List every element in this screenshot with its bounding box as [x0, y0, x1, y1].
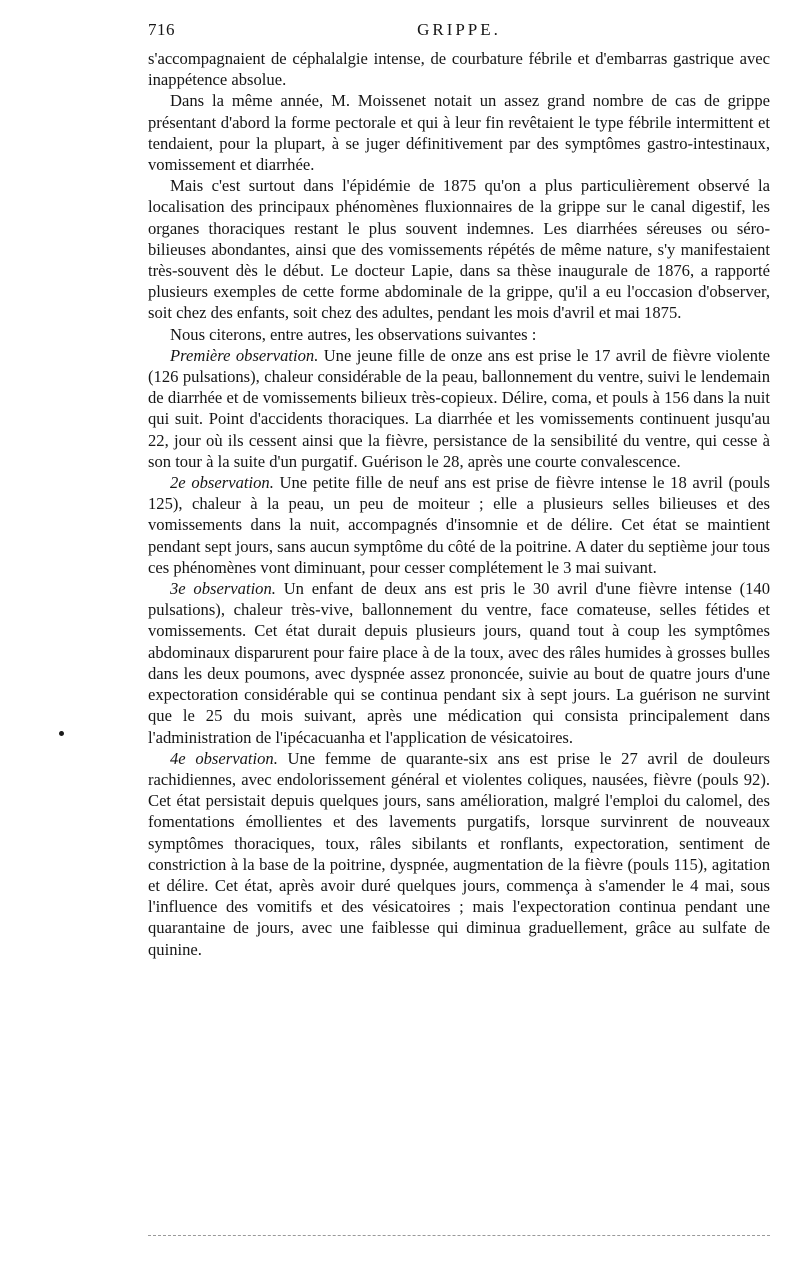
page-number: 716	[148, 20, 175, 39]
observation-label: 3e observation.	[170, 579, 276, 599]
paragraph-epidemic-1875	[148, 175, 770, 323]
book-page	[148, 18, 770, 960]
paragraph-observation-4	[148, 748, 770, 960]
paragraph-observation-2	[148, 472, 770, 578]
paragraph-moissenet	[148, 90, 770, 175]
observation-label: Première observation.	[170, 345, 319, 365]
page-header	[148, 18, 770, 48]
observation-label: 4e observation.	[170, 748, 278, 768]
paragraph-text: s'accompagnaient de céphalalgie intense, de courbature fébrile et d'embarras gastrique avec inappétence absolue.	[148, 49, 770, 90]
paragraph-text: Une jeune fille de onze ans est prise le 17 avril de fièvre violente (126 pulsations), chaleur considérable de la peau, ballonnement du ventre, suivi le lendemain de diarrhée et de vomissements bilieux très-copieux. Délire, coma, et pouls à 156 dans la nuit qui suit. Point d'accidents thoraciques. La diarrhée et les vomissements continuent jusqu'au 22, jour où ils cessent ainsi que la fièvre, persistance de la sensibilité du ventre, qui cesse à son tour à la suite d'un purgatif. Guérison le 28, après une courte convalescence.	[148, 345, 771, 471]
paragraph-observations-intro	[148, 324, 770, 345]
paragraph-text: Dans la même année, M. Moissenet notait un assez grand nombre de cas de grippe présentant d'abord la forme pectorale et qui à leur fin revêtaient le type fébrile intermittent et tendaient, pour la plupart, à se juger définitivement par des symptômes gastro-intestinaux, vomissement et diarrhée.	[148, 91, 770, 175]
body-text	[148, 48, 770, 960]
paragraph-text: Une femme de quarante-six ans est prise le 27 avril de douleurs rachidiennes, avec endolorissement général et violentes coliques, nausées, fièvre (pouls 92). Cet état persistait depuis quelques jours, sans amélioration, malgré l'emploi du calomel, des fomentations émollientes et des lavements purgatifs, lorsque survinrent de nouveaux symptômes thoraciques, toux, râles sibilants et ronflants, expectoration, sentiment de constriction à la base de la poitrine, dyspnée, augmentation de la fièvre (pouls 115), agitation et délire. Cet état, après avoir duré quelques jours, commença à s'amender le 4 mai, sous l'influence des vomitifs et des vésicatoires ; mais l'expectoration continua pendant une quarantaine de jours, avec une faiblesse qui diminua graduellement, grâce au sulfate de quinine.	[148, 748, 770, 959]
paragraph-text: Nous citerons, entre autres, les observations suivantes :	[170, 324, 537, 344]
paragraph-observation-3	[148, 578, 770, 748]
margin-ink-speck	[59, 731, 64, 736]
paragraph-text: Un enfant de deux ans est pris le 30 avril d'une fièvre intense (140 pulsations), chaleur très-vive, ballonnement du ventre, face comateuse, selles fétides et vomissements. Cet état durait depuis plusieurs jours, quand tout à coup les symptômes abdominaux disparurent pour faire place à de la toux, avec des râles humides à grosses bulles dans les deux poumons, avec dyspnée assez prononcée, suivie au bout de quatre jours d'une expectoration considérable qui se continua pendant six à sept jours. La guérison ne survint que le 25 du mois suivant, après une médication qui consista principalement dans l'administration de l'ipécacuanha et l'application de vésicatoires.	[148, 579, 770, 747]
running-title: GRIPPE.	[417, 20, 501, 39]
observation-label: 2e observation.	[170, 473, 274, 493]
footer-rule	[148, 1235, 770, 1236]
paragraph-text: Mais c'est surtout dans l'épidémie de 1875 qu'on a plus particulièrement observé la localisation des principaux phénomènes fluxionnaires de la grippe sur le canal digestif, les organes thoraciques restant le plus souvent indemnes. Les diarrhées séreuses ou séro-bilieuses abondantes, ainsi que des vomissements répétés de même nature, s'y manifestaient très-souvent dès le début. Le docteur Lapie, dans sa thèse inaugurale de 1876, a rapporté plusieurs exemples de cette forme abdominale de la grippe, qu'il a eu l'occasion d'observer, soit chez des enfants, soit chez des adultes, pendant les mois d'avril et mai 1875.	[148, 176, 770, 323]
paragraph-intro-continuation	[148, 48, 770, 90]
paragraph-text: Une petite fille de neuf ans est prise de fièvre intense le 18 avril (pouls 125), chaleur à la peau, un peu de moiteur ; elle a plusieurs selles bilieuses et des vomissements dans la nuit, accompagnés d'insomnie et de délire. Cet état se maintient pendant sept jours, sans aucun symptôme du côté de la poitrine. A dater du septième jour tous ces phénomènes vont diminuant, pour cesser complétement le 3 mai suivant.	[148, 473, 771, 577]
paragraph-observation-1	[148, 345, 770, 472]
